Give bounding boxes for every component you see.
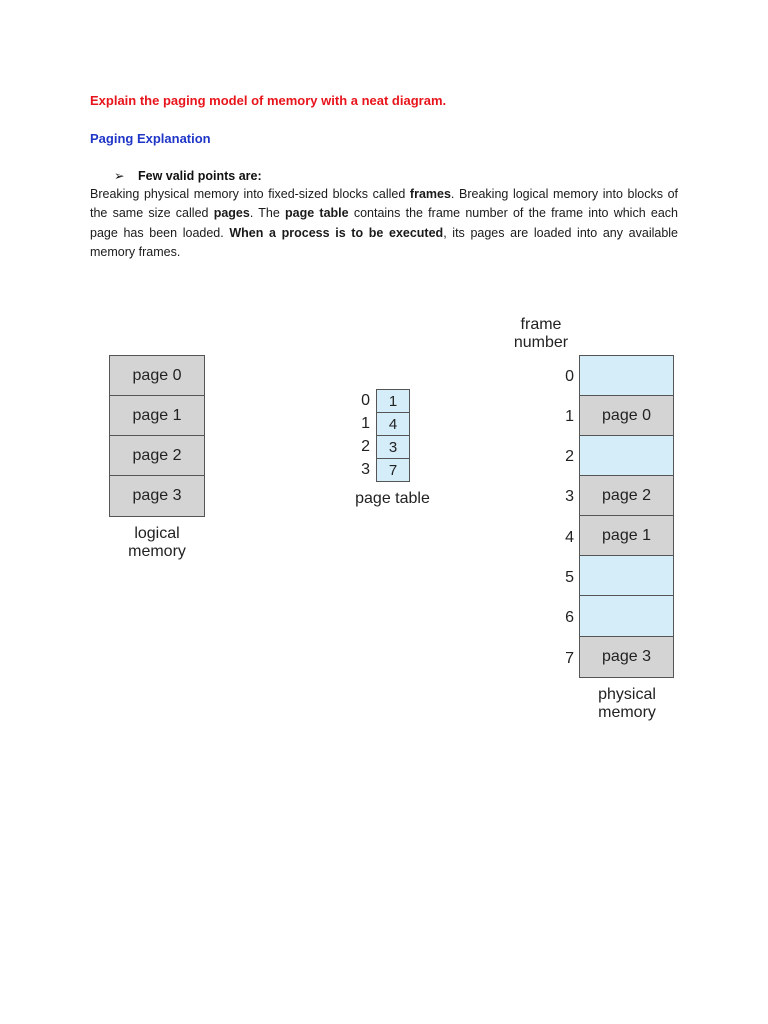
label-line: memory xyxy=(598,704,656,721)
page-table-index: 3 xyxy=(361,461,370,478)
label-line: memory xyxy=(128,543,186,560)
physical-frame-0 xyxy=(579,355,674,397)
page-table-index: 2 xyxy=(361,438,370,455)
frame-number: 3 xyxy=(565,488,574,505)
page-table-index: 0 xyxy=(361,392,370,409)
frame-number: 2 xyxy=(565,448,574,465)
frame-number: 6 xyxy=(565,609,574,626)
physical-frame-1: page 0 xyxy=(579,395,674,437)
section-heading: Paging Explanation xyxy=(90,131,211,146)
paragraph-text: . The xyxy=(249,206,286,221)
frame-number-header xyxy=(498,316,584,352)
label-line: logical xyxy=(134,525,180,542)
page-table-entry: 7 xyxy=(376,458,410,482)
paragraph-text: Breaking physical memory into fixed-sized blocks called xyxy=(90,187,410,201)
frame-number: 4 xyxy=(565,529,574,546)
body-paragraph xyxy=(90,185,678,262)
frame-number: 7 xyxy=(565,650,574,667)
page-table-index: 1 xyxy=(361,415,370,432)
page-table-entry: 1 xyxy=(376,389,410,413)
physical-frame-4: page 1 xyxy=(579,515,674,557)
term-page-table: page table xyxy=(285,206,349,221)
term-process-executed: When a process is to be executed xyxy=(229,225,444,240)
physical-frame-7: page 3 xyxy=(579,636,674,678)
page-table-entry: 3 xyxy=(376,435,410,459)
frame-number: 0 xyxy=(565,368,574,385)
label-line: number xyxy=(513,334,569,351)
logical-memory-label xyxy=(107,525,207,561)
physical-memory-label xyxy=(577,686,677,722)
logical-page-0: page 0 xyxy=(109,355,205,397)
paragraph-text: . Breaking logical memory into blocks of the same size called xyxy=(90,187,678,221)
paragraph-text: contains the frame number of the frame into which each page has been loaded. xyxy=(90,206,678,240)
page-table-entry: 4 xyxy=(376,412,410,436)
logical-page-2: page 2 xyxy=(109,435,205,477)
frame-number: 1 xyxy=(565,408,574,425)
bullet-text: Few valid points are: xyxy=(138,169,262,183)
label-line: frame xyxy=(520,316,562,333)
page-table-label: page table xyxy=(355,490,430,507)
physical-frame-6 xyxy=(579,595,674,637)
bullet-point xyxy=(114,168,262,183)
question-heading: Explain the paging model of memory with a neat diagram. xyxy=(90,93,447,108)
physical-frame-2 xyxy=(579,435,674,477)
physical-frame-5 xyxy=(579,555,674,597)
term-frames: frames xyxy=(409,187,451,201)
arrow-bullet-icon: ➢ xyxy=(114,169,125,183)
label-line: physical xyxy=(598,686,656,703)
frame-number: 5 xyxy=(565,569,574,586)
logical-page-1: page 1 xyxy=(109,395,205,437)
term-pages: pages xyxy=(213,206,250,221)
logical-page-3: page 3 xyxy=(109,475,205,517)
paragraph-text: , its pages are loaded into any available memory frames. xyxy=(90,225,679,259)
physical-frame-3: page 2 xyxy=(579,475,674,517)
